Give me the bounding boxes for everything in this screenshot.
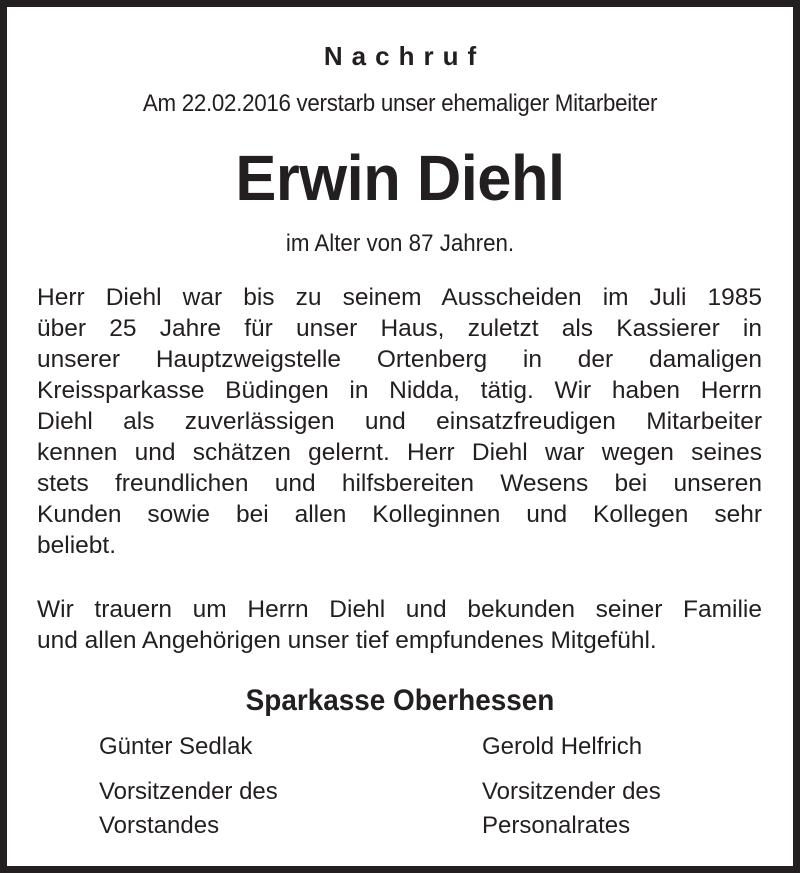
signatory-name: Günter Sedlak	[99, 733, 253, 760]
paragraph-line: beliebt.	[37, 532, 117, 559]
paragraph-line: Diehl als zuverlässigen und einsatzfreudigen Mitarbeiter	[37, 408, 762, 435]
signatory-left	[99, 730, 278, 843]
notice-heading: Nachruf	[323, 41, 486, 71]
age-line: im Alter von 87 Jahren.	[285, 230, 515, 257]
paragraph-line: unserer Hauptzweigstelle Ortenberg in der damaligen	[37, 346, 762, 373]
signatory-name: Gerold Helfrich	[482, 733, 643, 760]
signatory-role: Vorsitzender des	[99, 778, 278, 805]
signatory-role: Vorstandes	[99, 812, 220, 839]
paragraph-line: und allen Angehörigen unser tief empfundenes Mitgefühl.	[37, 627, 657, 654]
paragraph-line: kennen und schätzen gelernt. Herr Diehl war wegen seines	[37, 439, 762, 466]
signatory-role: Vorsitzender des	[482, 778, 661, 805]
paragraph-line: über 25 Jahre für unser Haus, zuletzt als Kassierer in	[37, 315, 762, 342]
tribute-paragraph	[37, 282, 762, 561]
paragraph-line: Herr Diehl war bis zu seinem Ausscheiden im Juli 1985	[37, 284, 762, 311]
condolence-paragraph	[37, 594, 762, 656]
obituary-notice	[7, 7, 793, 866]
signatory-right	[482, 730, 661, 843]
paragraph-line: Wir trauern um Herrn Diehl und bekunden seiner Familie	[37, 596, 762, 623]
deceased-name: Erwin Diehl	[235, 142, 565, 214]
intro-line: Am 22.02.2016 verstarb unser ehemaliger Mitarbeiter	[142, 90, 658, 117]
paragraph-line: Kreissparkasse Büdingen in Nidda, tätig. Wir haben Herrn	[37, 377, 762, 404]
paragraph-line: Kunden sowie bei allen Kolleginnen und Kollegen sehr	[37, 501, 762, 528]
organization-name: Sparkasse Oberhessen	[245, 684, 555, 717]
signatory-role: Personalrates	[482, 812, 631, 839]
paragraph-line: stets freundlichen und hilfsbereiten Wesens bei unseren	[37, 470, 762, 497]
